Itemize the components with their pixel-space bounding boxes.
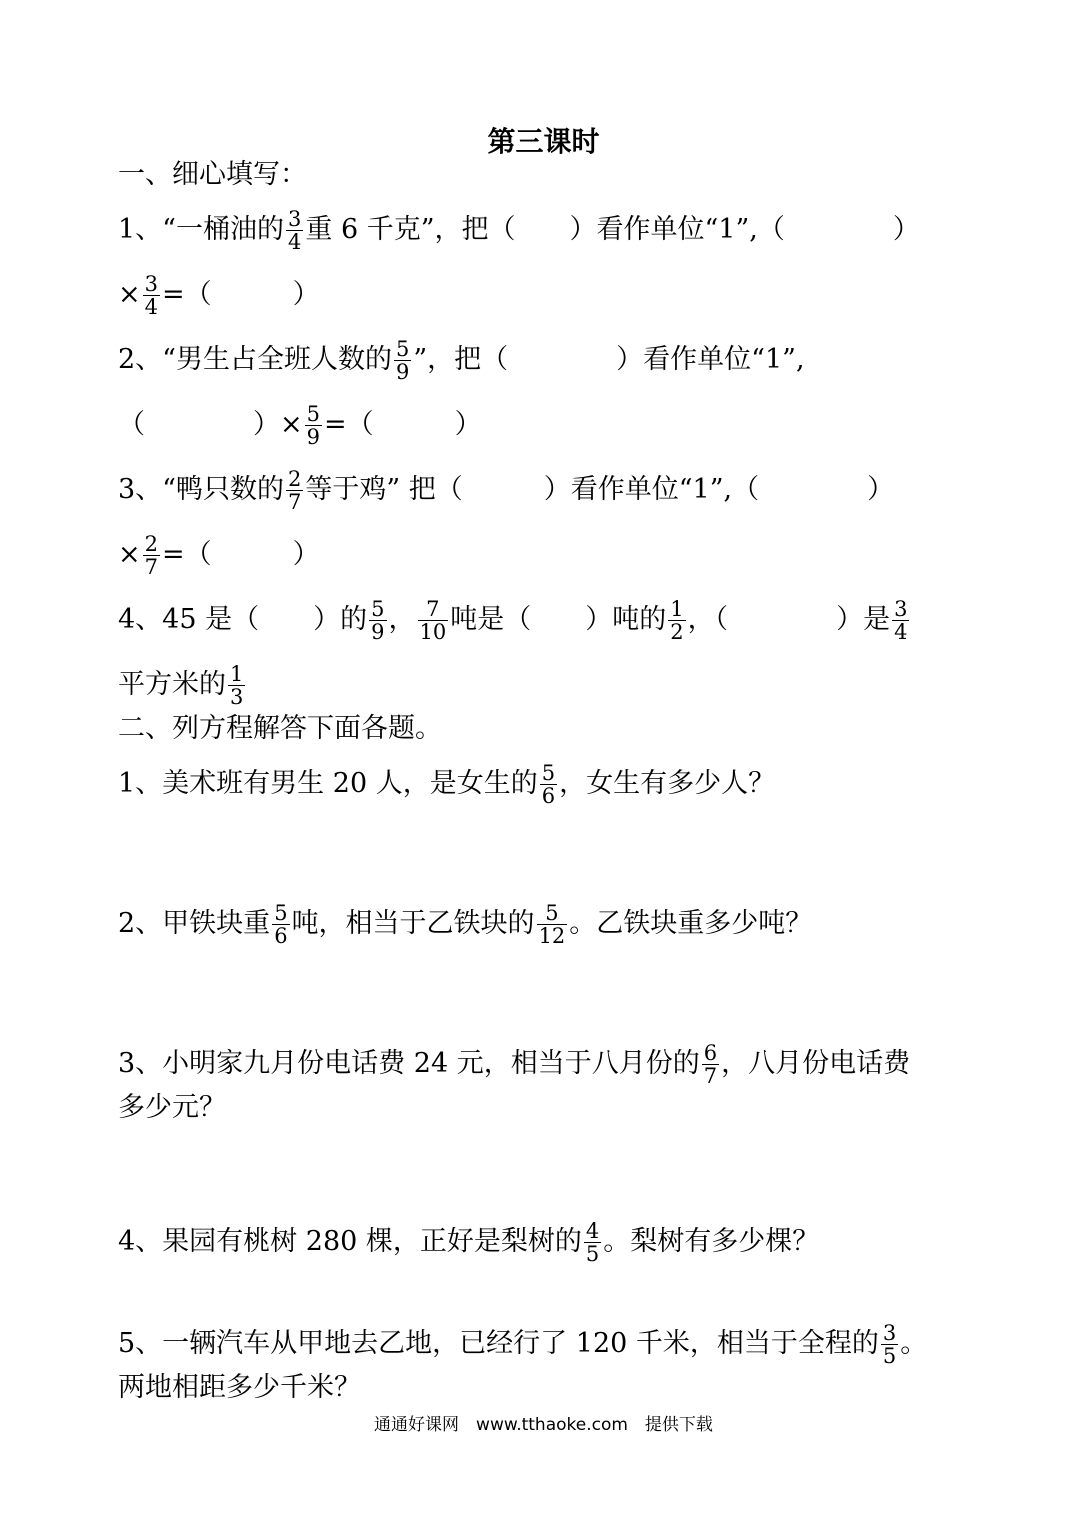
section1-heading: 一、细心填写： [118, 159, 307, 190]
s2-q2: 2、甲铁块重 $\frac{5}{6}$ 吨，相当于乙铁块的 $\frac{5}{12}$ 。乙铁块重多少吨？ [118, 901, 813, 948]
s2-q3-line2: 多少元？ [118, 1092, 226, 1123]
fraction: $\frac{3}{4}$ [894, 597, 908, 644]
s1-q4-line2: 平方米的 $\frac{1}{3}$ [118, 662, 244, 709]
fraction: $\frac{7}{10}$ [419, 597, 447, 644]
fraction: $\frac{2}{7}$ [287, 467, 302, 514]
s1-q3-line2: × $\frac{2}{7}$ =（ ） [118, 532, 320, 579]
fraction: $\frac{1}{2}$ [670, 597, 684, 644]
fraction: $\frac{3}{4}$ [144, 272, 158, 319]
s1-q1-line2: × $\frac{3}{4}$ =（ ） [118, 272, 320, 319]
fraction: $\frac{3}{4}$ [287, 207, 302, 254]
s1-q4-line1: 4、45 是（ ）的 $\frac{5}{9}$ ， $\frac{7}{10}$ 吨是（ ）吨的 $\frac{1}{2}$ ，（ ）是 $\frac{3}{4}$ [118, 597, 908, 644]
s2-q5-line1: 5、一辆汽车从甲地去乙地，已经行了 120 千米，相当于全程的 $\frac{3}{5}$ 。 [118, 1321, 928, 1368]
fraction: $\frac{2}{7}$ [144, 532, 158, 579]
s1-q3-line1: 3、“鸭只数的 $\frac{2}{7}$ 等于鸡” 把（ ）看作单位“1”,（ ） [118, 467, 895, 514]
fraction: $\frac{3}{5}$ [882, 1321, 897, 1368]
fraction: $\frac{5}{6}$ [274, 901, 288, 948]
s2-q5-line2: 两地相距多少千米？ [118, 1372, 361, 1403]
s1-q1-line1: 1、“一桶油的 $\frac{3}{4}$ 重 6 千克”，把（ ）看作单位“1”,（ ） [118, 207, 920, 254]
s2-q1: 1、美术班有男生 20 人，是女生的 $\frac{5}{6}$ ，女生有多少人？ [118, 761, 776, 808]
s1-q2-line1: 2、“男生占全班人数的 $\frac{5}{9}$ ”，把（ ）看作单位“1”, [118, 337, 805, 384]
fraction: $\frac{1}{3}$ [230, 662, 244, 709]
footer-credit: 通通好课网 www.tthaoke.com 提供下载 [374, 1415, 713, 1435]
s2-q4: 4、果园有桃树 280 棵，正好是梨树的 $\frac{4}{5}$ 。梨树有多少棵？ [118, 1219, 820, 1266]
s1-q2-line2: （ ）× $\frac{5}{9}$ =（ ） [118, 402, 482, 449]
section2-heading: 二、列方程解答下面各题。 [118, 713, 442, 744]
page-title: 第三课时 [487, 125, 600, 158]
s2-q3-line1: 3、小明家九月份电话费 24 元，相当于八月份的 $\frac{6}{7}$ ，八月份电话费 [118, 1041, 911, 1088]
fraction: $\frac{5}{12}$ [538, 901, 566, 948]
fraction: $\frac{5}{9}$ [306, 402, 320, 449]
fraction: $\frac{5}{6}$ [541, 761, 556, 808]
fraction: $\frac{5}{9}$ [395, 337, 410, 384]
fraction: $\frac{4}{5}$ [585, 1219, 600, 1266]
fraction: $\frac{5}{9}$ [371, 597, 385, 644]
fraction: $\frac{6}{7}$ [703, 1041, 718, 1088]
